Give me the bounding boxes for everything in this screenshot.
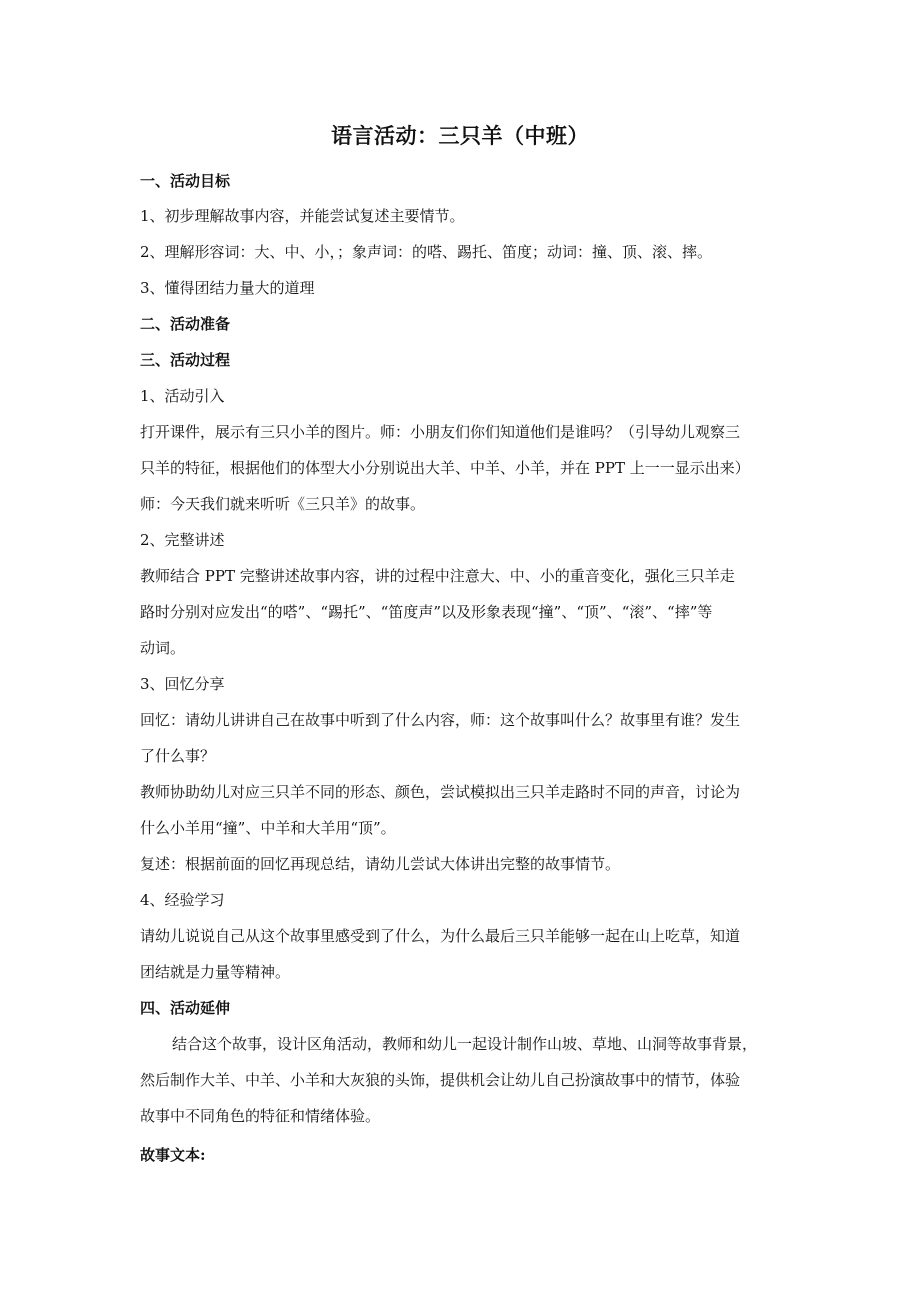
subheading-full-narration: 2、完整讲述 [140, 531, 225, 549]
paragraph-line: 请幼儿说说自己从这个故事里感受到了什么，为什么最后三只羊能够一起在山上吃草，知道 [140, 927, 741, 945]
document-title: 语言活动：三只羊（中班） [331, 123, 589, 148]
paragraph-line: 师：今天我们就来听听《三只羊》的故事。 [140, 495, 426, 513]
goal-item-1: 1、初步理解故事内容，并能尝试复述主要情节。 [140, 207, 465, 225]
paragraph-line: 复述：根据前面的回忆再现总结，请幼儿尝试大体讲出完整的故事情节。 [140, 855, 621, 873]
paragraph-line: 了什么事？ [140, 747, 216, 765]
paragraph-line: 教师结合 PPT 完整讲述故事内容，讲的过程中注意大、中、小的重音变化，强化三只羊走 [140, 567, 735, 585]
paragraph-line: 动词。 [140, 639, 186, 657]
paragraph-line: 结合这个故事，设计区角活动，教师和幼儿一起设计制作山坡、草地、山洞等故事背景， [172, 1035, 758, 1053]
section-heading-goals: 一、活动目标 [140, 172, 231, 190]
section-heading-extension: 四、活动延伸 [140, 999, 231, 1017]
paragraph-line: 路时分别对应发出“的嗒”、“踢托”、“笛度声”以及形象表现“撞”、“顶”、“滚”、“摔”等 [140, 603, 713, 621]
paragraph-line: 教师协助幼儿对应三只羊不同的形态、颜色，尝试模拟出三只羊走路时不同的声音，讨论为 [140, 783, 741, 801]
paragraph-line: 然后制作大羊、中羊、小羊和大灰狼的头饰，提供机会让幼儿自己扮演故事中的情节，体验 [140, 1071, 741, 1089]
subheading-introduction: 1、活动引入 [140, 387, 225, 405]
paragraph-line: 回忆：请幼儿讲讲自己在故事中听到了什么内容，师：这个故事叫什么？故事里有谁？发生 [140, 711, 741, 729]
paragraph-line: 团结就是力量等精神。 [140, 963, 291, 981]
goal-item-3: 3、懂得团结力量大的道理 [140, 279, 315, 297]
section-heading-story-text: 故事文本: [140, 1146, 206, 1164]
paragraph-line: 只羊的特征，根据他们的体型大小分别说出大羊、中羊、小羊，并在 PPT 上一一显示出来） [140, 459, 750, 477]
subheading-recall-sharing: 3、回忆分享 [140, 675, 225, 693]
paragraph-line: 打开课件，展示有三只小羊的图片。师：小朋友们你们知道他们是谁吗？（引导幼儿观察三 [140, 423, 741, 441]
paragraph-line: 故事中不同角色的特征和情绪体验。 [140, 1107, 381, 1125]
section-heading-preparation: 二、活动准备 [140, 315, 231, 333]
paragraph-line: 什么小羊用“撞”、中羊和大羊用“顶”。 [140, 819, 396, 837]
subheading-experience-learning: 4、经验学习 [140, 891, 225, 909]
section-heading-process: 三、活动过程 [140, 351, 231, 369]
goal-item-2: 2、理解形容词：大、中、小，；象声词：的嗒、踢托、笛度；动词：撞、顶、滚、摔。 [140, 243, 713, 261]
